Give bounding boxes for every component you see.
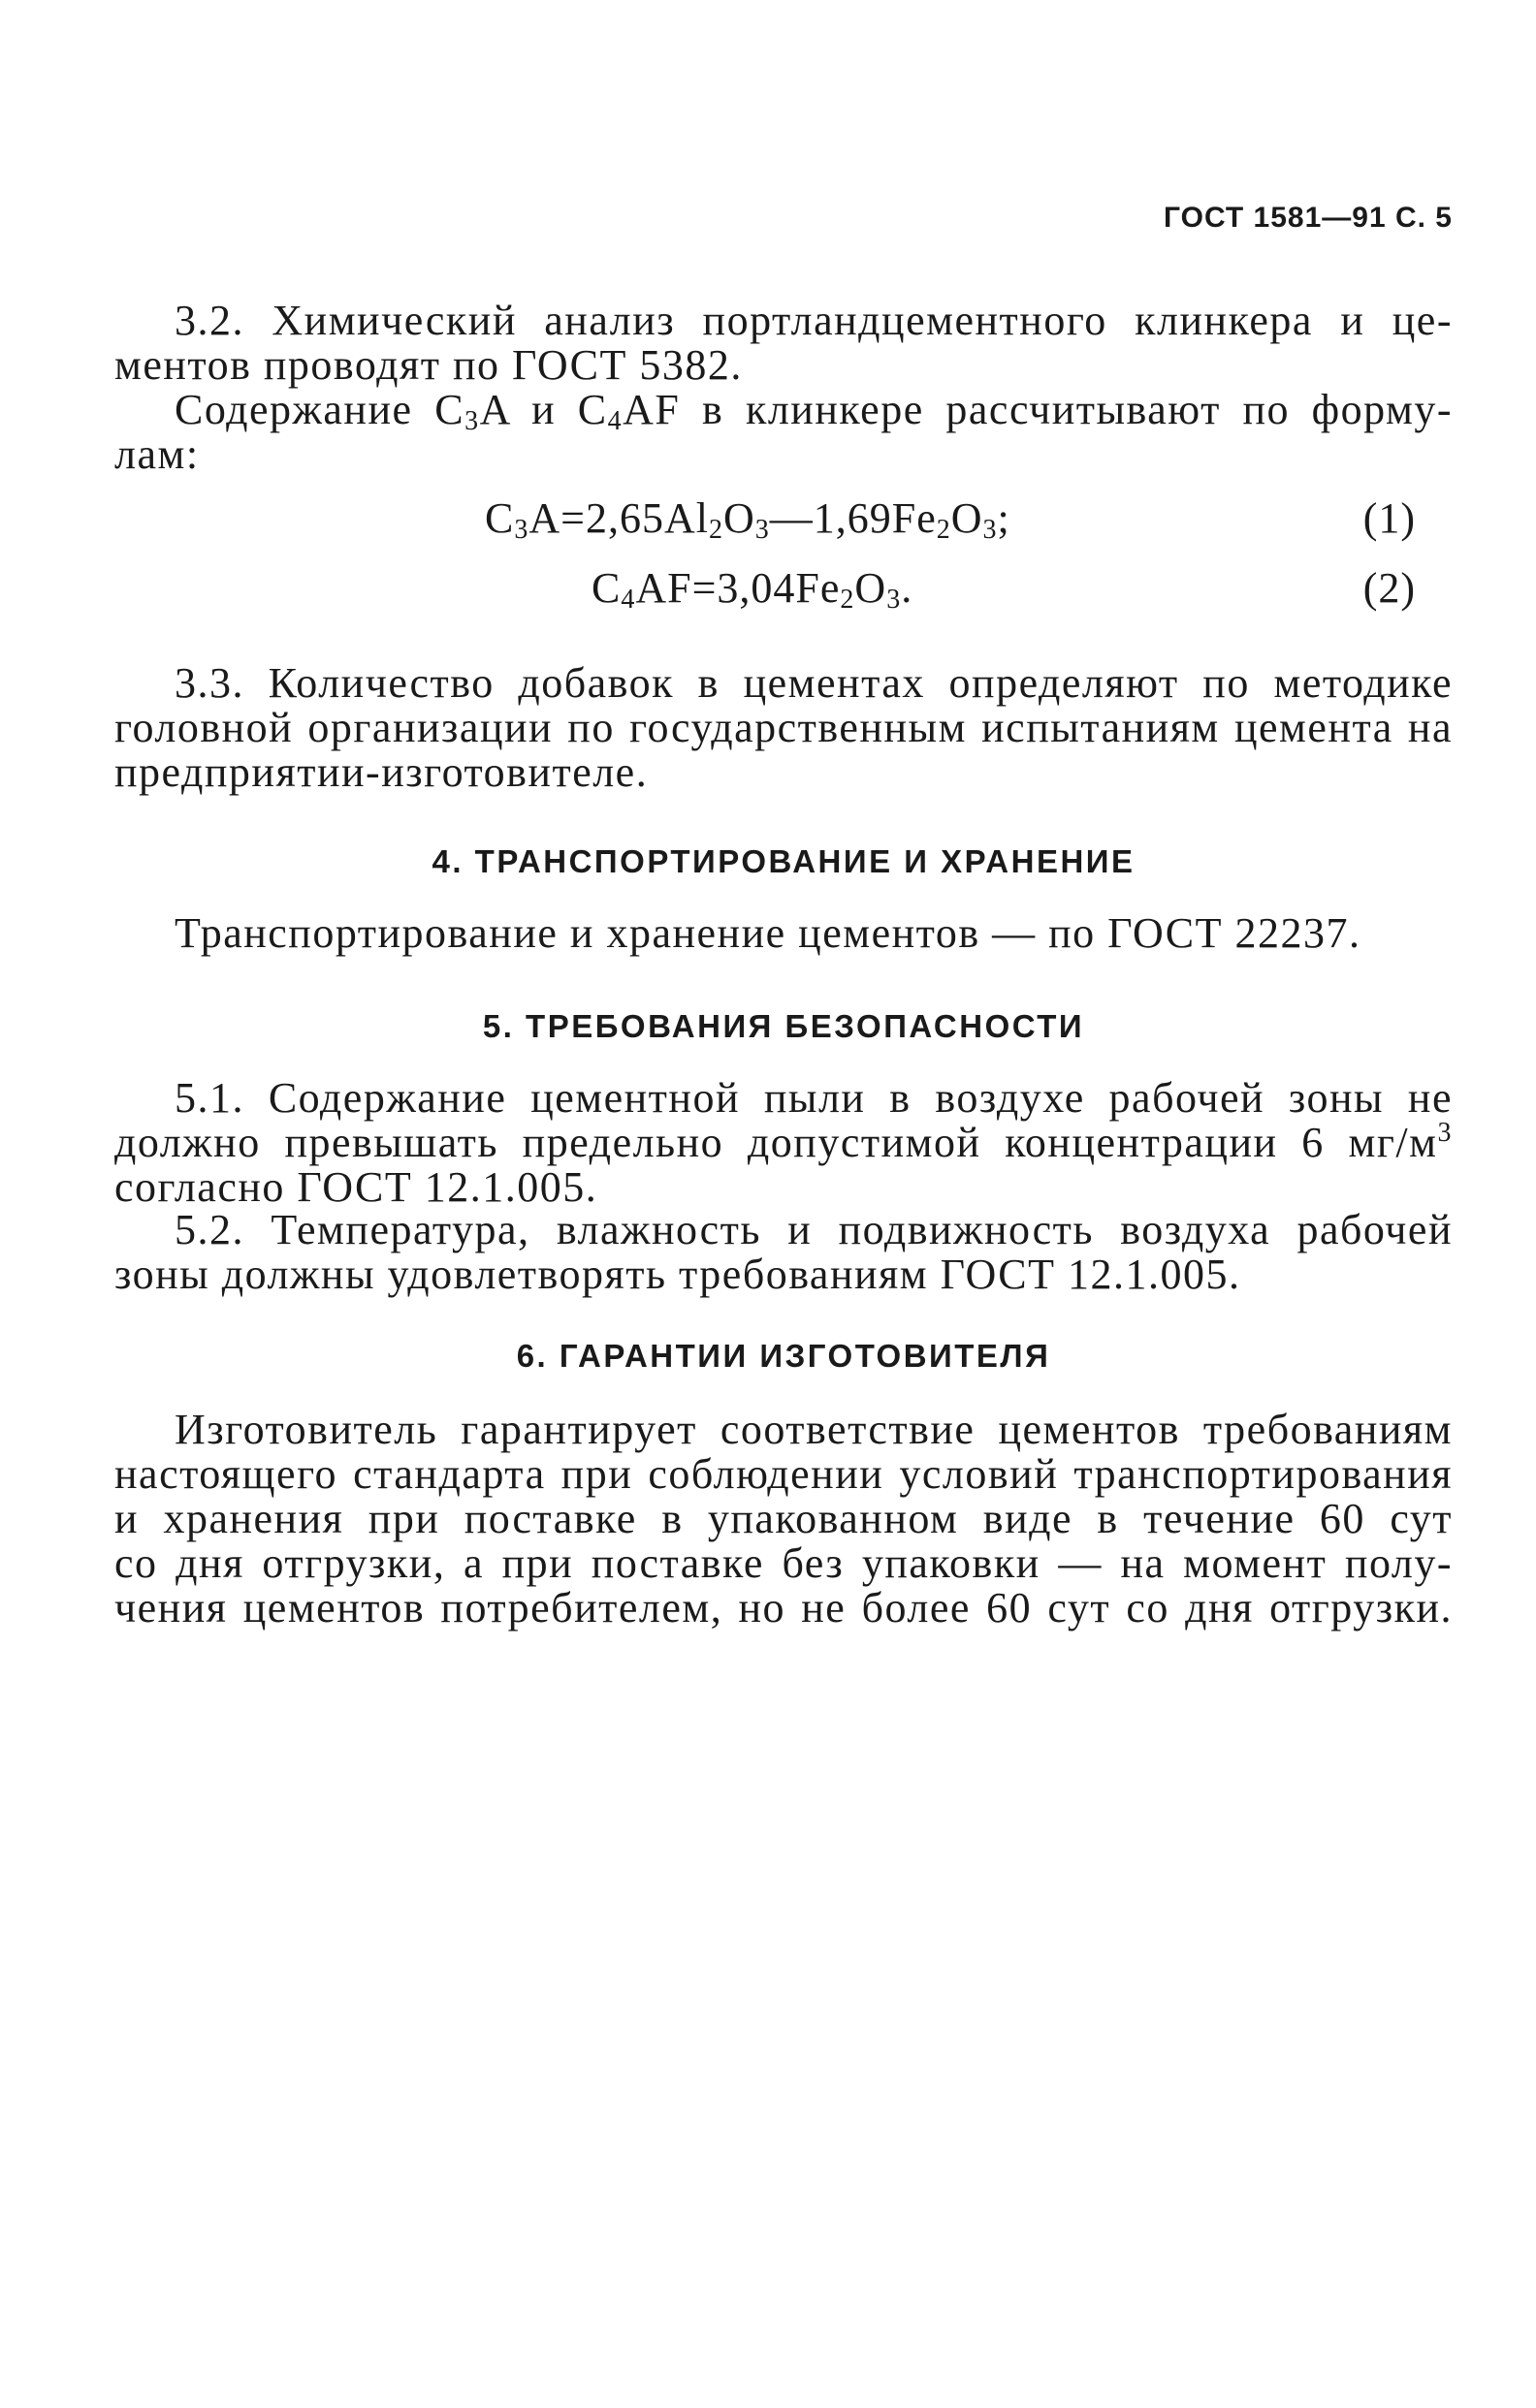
text-line: 3.3. Количество добавок в цементах определяют по методике xyxy=(175,659,1453,707)
text-line: со дня отгрузки, а при поставке без упаковки — на момент полу- xyxy=(114,1539,1453,1587)
paragraph-3-2 xyxy=(114,299,1453,388)
paragraph-5-1 xyxy=(114,1076,1453,1210)
text-line: 5.2. Температура, влажность и подвижность воздуха рабочей xyxy=(175,1206,1453,1253)
text-line: должно превышать предельно допустимой концентрации 6 $мг/м^3$ xyxy=(114,1118,1453,1166)
text-line: 5.1. Содержание цементной пыли в воздухе рабочей зоны не xyxy=(175,1074,1453,1122)
text-line: чения цементов потребителем, но не более 60 сут со дня отгрузки. xyxy=(114,1584,1453,1632)
paragraph-3-3 xyxy=(114,661,1453,795)
text-line: зоны должны удовлетворять требованиям ГОСТ 12.1.005. xyxy=(114,1251,1241,1298)
formula-2-expression: $C_4AF=3,04Fe_2O_3$. xyxy=(592,564,913,615)
section-5-heading: 5. ТРЕБОВАНИЯ БЕЗОПАСНОСТИ xyxy=(482,1008,1085,1044)
text-line: настоящего стандарта при соблюдении условий транспортирования xyxy=(114,1450,1453,1498)
section-4-heading: 4. ТРАНСПОРТИРОВАНИЕ И ХРАНЕНИЕ xyxy=(432,843,1136,879)
text-line: предприятии-изготовителе. xyxy=(114,748,649,796)
section-4-text xyxy=(114,911,1453,956)
text-line: Транспортирование и хранение цементов — по ГОСТ 22237. xyxy=(175,909,1361,957)
formula-1-expression: $C_3A=2,65Al_2O_3—1,69Fe_2O_3$; xyxy=(485,494,1010,545)
running-head: ГОСТ 1581—91 С. 5 xyxy=(1164,202,1453,234)
text-line: 3.2. Химический анализ портландцементного клинкера и це- xyxy=(175,297,1453,344)
formula-1-number: (1) xyxy=(1362,494,1416,542)
section-6-text xyxy=(114,1408,1453,1631)
text-line: головной организации по государственным испытаниям цемента на xyxy=(114,704,1453,751)
text-line: согласно ГОСТ 12.1.005. xyxy=(114,1163,598,1211)
paragraph-5-2 xyxy=(114,1208,1453,1297)
text-line: и хранения при поставке в упакованном виде в течение 60 сут xyxy=(114,1495,1453,1542)
section-6-heading: 6. ГАРАНТИИ ИЗГОТОВИТЕЛЯ xyxy=(516,1338,1051,1374)
paragraph-formula-intro xyxy=(114,388,1453,477)
text-line: лам: xyxy=(114,430,200,478)
text-line: Изготовитель гарантирует соответствие цементов требованиям xyxy=(175,1406,1453,1453)
formula-2-number: (2) xyxy=(1362,564,1416,612)
text-line: ментов проводят по ГОСТ 5382. xyxy=(114,341,743,389)
text-line: Содержание $C_3A$ и $C_4AF$ в клинкере рассчитывают по форму- xyxy=(175,386,1453,436)
